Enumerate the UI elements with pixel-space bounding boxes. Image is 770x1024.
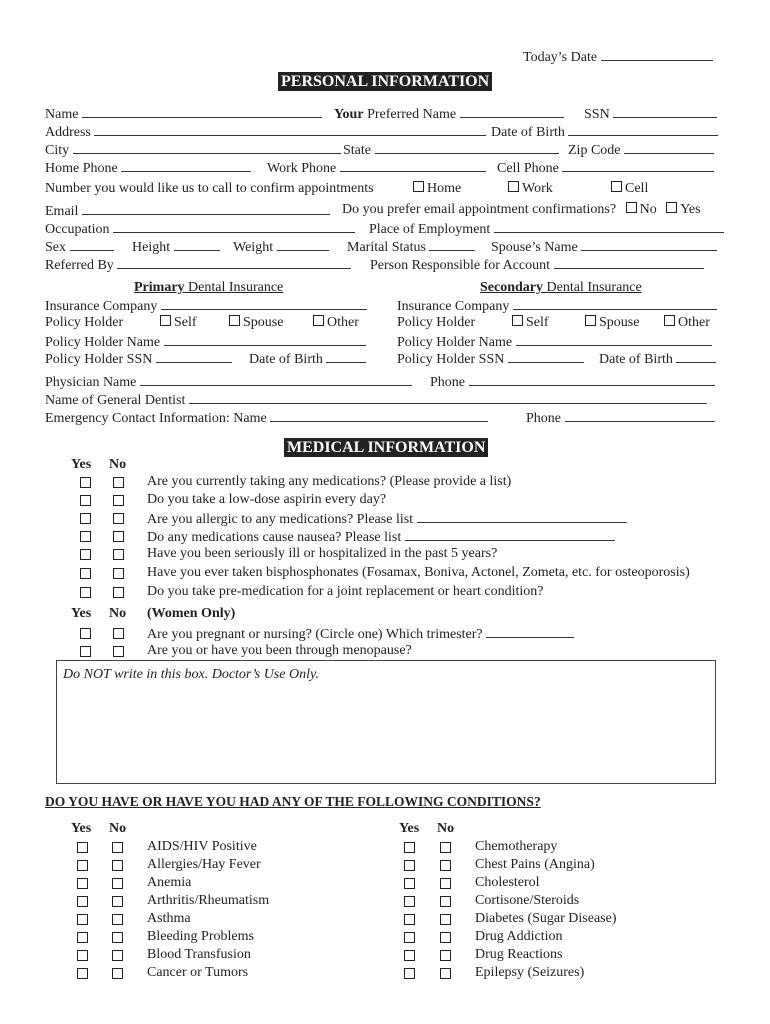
conditions-left-no-header: No bbox=[109, 821, 127, 836]
secondary-insurance-title bbox=[480, 280, 642, 296]
todays-date-field bbox=[523, 48, 713, 66]
condition-right-3-no-checkbox[interactable] bbox=[440, 896, 451, 907]
condition-left-1-no-checkbox[interactable] bbox=[112, 860, 123, 871]
women-no-header: No bbox=[109, 606, 127, 621]
primary-holder-label: Policy Holder bbox=[45, 315, 124, 330]
secondary-holder-ssn-label: Policy Holder SSN bbox=[397, 352, 505, 367]
emergency-field bbox=[45, 409, 488, 427]
home-phone-input[interactable] bbox=[121, 159, 251, 172]
condition-right-7-yes-checkbox[interactable] bbox=[404, 968, 415, 979]
sex-field bbox=[45, 238, 114, 256]
primary-holder-ssn-input[interactable] bbox=[156, 350, 232, 363]
primary-holder-ssn-label: Policy Holder SSN bbox=[45, 352, 153, 367]
primary-spouse-option[interactable] bbox=[229, 315, 283, 331]
email-field bbox=[45, 202, 330, 220]
secondary-holder-name-field bbox=[397, 333, 712, 351]
dob-field bbox=[491, 123, 718, 141]
q1-no-checkbox[interactable] bbox=[113, 477, 124, 488]
condition-label: Cancer or Tumors bbox=[147, 965, 249, 980]
condition-label: Anemia bbox=[147, 875, 192, 890]
q4-no-checkbox[interactable] bbox=[113, 531, 124, 542]
home-phone-label: Home Phone bbox=[45, 161, 118, 176]
condition-right-4-yes-checkbox[interactable] bbox=[404, 914, 415, 925]
condition-label: Bleeding Problems bbox=[147, 929, 254, 944]
condition-left-0-yes-checkbox[interactable] bbox=[77, 842, 88, 853]
secondary-other-label: Other bbox=[678, 315, 710, 330]
secondary-holder-name-input[interactable] bbox=[516, 333, 712, 346]
ssn-field bbox=[584, 105, 717, 123]
secondary-insurance-title-rest: Dental Insurance bbox=[546, 280, 642, 295]
primary-other-label: Other bbox=[327, 315, 359, 330]
preferred-name-input[interactable] bbox=[460, 105, 564, 118]
doctor-use-box bbox=[56, 660, 716, 784]
emergency-name-input[interactable] bbox=[270, 409, 488, 422]
primary-company-input[interactable] bbox=[161, 297, 367, 310]
primary-spouse-checkbox[interactable] bbox=[229, 315, 240, 326]
physician-phone-input[interactable] bbox=[469, 373, 715, 386]
q4-list-input[interactable] bbox=[405, 528, 615, 541]
name-label: Name bbox=[45, 107, 79, 122]
wq2-yes-checkbox[interactable] bbox=[80, 646, 91, 657]
dentist-label: Name of General Dentist bbox=[45, 393, 186, 408]
cell-phone-field bbox=[497, 159, 714, 177]
condition-left-6-yes-checkbox[interactable] bbox=[77, 950, 88, 961]
state-label: State bbox=[343, 143, 371, 158]
height-input[interactable] bbox=[174, 238, 220, 251]
conditions-right-no-header: No bbox=[437, 821, 455, 836]
ssn-input[interactable] bbox=[613, 105, 717, 118]
name-input[interactable] bbox=[82, 105, 322, 118]
secondary-holder-dob-field bbox=[599, 350, 716, 368]
referred-input[interactable] bbox=[117, 256, 351, 269]
condition-left-5-yes-checkbox[interactable] bbox=[77, 932, 88, 943]
q5-yes-checkbox[interactable] bbox=[80, 549, 91, 560]
conditions-heading: DO YOU HAVE OR HAVE YOU HAD ANY OF THE FOLLOWING CONDITIONS? bbox=[45, 794, 541, 809]
secondary-self-label: Self bbox=[526, 315, 549, 330]
primary-insurance-title-rest: Dental Insurance bbox=[188, 280, 284, 295]
dob-input[interactable] bbox=[568, 123, 718, 136]
zip-input[interactable] bbox=[624, 141, 714, 154]
employer-label: Place of Employment bbox=[369, 222, 491, 237]
condition-label: Chemotherapy bbox=[475, 839, 558, 854]
wq1-text: Are you pregnant or nursing? (Circle one) Which trimester? bbox=[147, 627, 483, 642]
marital-field bbox=[347, 238, 475, 256]
condition-right-5-yes-checkbox[interactable] bbox=[404, 932, 415, 943]
spouse-field bbox=[491, 238, 717, 256]
secondary-other-checkbox[interactable] bbox=[664, 315, 675, 326]
condition-left-7-no-checkbox[interactable] bbox=[112, 968, 123, 979]
address-label: Address bbox=[45, 125, 91, 140]
condition-label: Cholesterol bbox=[475, 875, 540, 890]
address-field bbox=[45, 123, 486, 141]
weight-label: Weight bbox=[233, 240, 274, 255]
cell-phone-input[interactable] bbox=[562, 159, 714, 172]
responsible-field bbox=[370, 256, 704, 274]
q3-no-checkbox[interactable] bbox=[113, 513, 124, 524]
condition-left-2-no-checkbox[interactable] bbox=[112, 878, 123, 889]
secondary-spouse-checkbox[interactable] bbox=[585, 315, 596, 326]
q1-text: Are you currently taking any medications? (Please provide a list) bbox=[147, 474, 512, 489]
condition-label: Drug Addiction bbox=[475, 929, 563, 944]
condition-left-2-yes-checkbox[interactable] bbox=[77, 878, 88, 889]
todays-date-label: Today’s Date bbox=[523, 50, 598, 65]
condition-right-6-yes-checkbox[interactable] bbox=[404, 950, 415, 961]
secondary-insurance-bold: Secondary bbox=[480, 280, 543, 295]
secondary-holder-dob-input[interactable] bbox=[676, 350, 716, 363]
secondary-spouse-option[interactable] bbox=[585, 315, 639, 331]
email-pref-field bbox=[342, 202, 701, 218]
q4-text: Do any medications cause nausea? Please list bbox=[147, 530, 402, 545]
preferred-name-field bbox=[334, 105, 564, 123]
state-field bbox=[343, 141, 559, 159]
condition-label: Allergies/Hay Fever bbox=[147, 857, 261, 872]
primary-holder-name-label: Policy Holder Name bbox=[45, 335, 161, 350]
home-checkbox[interactable] bbox=[413, 181, 424, 192]
occupation-input[interactable] bbox=[113, 220, 355, 233]
condition-right-0-no-checkbox[interactable] bbox=[440, 842, 451, 853]
primary-holder-ssn-field bbox=[45, 350, 232, 368]
marital-label: Marital Status bbox=[347, 240, 426, 255]
primary-self-option[interactable] bbox=[160, 315, 197, 331]
home-option-label: Home bbox=[427, 181, 462, 196]
weight-input[interactable] bbox=[277, 238, 329, 251]
q2-yes-checkbox[interactable] bbox=[80, 495, 91, 506]
condition-right-7-no-checkbox[interactable] bbox=[440, 968, 451, 979]
secondary-company-field bbox=[397, 297, 717, 315]
your-label: Your bbox=[334, 107, 364, 122]
cell-checkbox[interactable] bbox=[611, 181, 622, 192]
emergency-phone-input[interactable] bbox=[565, 409, 715, 422]
secondary-holder-dob-label: Date of Birth bbox=[599, 352, 673, 367]
primary-other-option[interactable] bbox=[313, 315, 359, 331]
q7-text: Do you take pre-medication for a joint replacement or heart condition? bbox=[147, 584, 544, 599]
dentist-field bbox=[45, 391, 707, 409]
condition-label: Cortisone/Steroids bbox=[475, 893, 580, 908]
email-pref-yes-checkbox[interactable] bbox=[666, 202, 677, 213]
employer-field bbox=[369, 220, 724, 238]
condition-left-4-no-checkbox[interactable] bbox=[112, 914, 123, 925]
condition-left-3-yes-checkbox[interactable] bbox=[77, 896, 88, 907]
name-field bbox=[45, 105, 322, 123]
primary-holder-name-field bbox=[45, 333, 366, 351]
dentist-input[interactable] bbox=[189, 391, 707, 404]
primary-holder-field bbox=[45, 315, 123, 331]
weight-field bbox=[233, 238, 329, 256]
work-checkbox[interactable] bbox=[508, 181, 519, 192]
q4-yes-checkbox[interactable] bbox=[80, 531, 91, 542]
primary-company-label: Insurance Company bbox=[45, 299, 158, 314]
height-label: Height bbox=[132, 240, 171, 255]
occupation-field bbox=[45, 220, 355, 238]
city-label: City bbox=[45, 143, 70, 158]
email-pref-no-label: No bbox=[639, 202, 657, 217]
condition-left-1-yes-checkbox[interactable] bbox=[77, 860, 88, 871]
city-field bbox=[45, 141, 341, 159]
physician-input[interactable] bbox=[140, 373, 412, 386]
secondary-spouse-label: Spouse bbox=[599, 315, 640, 330]
zip-field bbox=[568, 141, 714, 159]
wq2-text: Are you or have you been through menopause? bbox=[147, 643, 412, 658]
condition-right-1-no-checkbox[interactable] bbox=[440, 860, 451, 871]
confirm-cell-option[interactable] bbox=[611, 181, 648, 197]
referred-field bbox=[45, 256, 351, 274]
emergency-label: Emergency Contact Information: Name bbox=[45, 411, 267, 426]
condition-left-0-no-checkbox[interactable] bbox=[112, 842, 123, 853]
marital-input[interactable] bbox=[429, 238, 475, 251]
secondary-self-checkbox[interactable] bbox=[512, 315, 523, 326]
condition-right-4-no-checkbox[interactable] bbox=[440, 914, 451, 925]
secondary-company-input[interactable] bbox=[513, 297, 717, 310]
primary-holder-dob-input[interactable] bbox=[326, 350, 366, 363]
referred-label: Referred By bbox=[45, 258, 114, 273]
sex-input[interactable] bbox=[70, 238, 114, 251]
q3-text: Are you allergic to any medications? Please list bbox=[147, 512, 414, 527]
work-phone-label: Work Phone bbox=[267, 161, 337, 176]
trimester-input[interactable] bbox=[486, 625, 574, 638]
primary-spouse-label: Spouse bbox=[243, 315, 284, 330]
secondary-other-option[interactable] bbox=[664, 315, 710, 331]
primary-company-field bbox=[45, 297, 367, 315]
q7-no-checkbox[interactable] bbox=[113, 587, 124, 598]
q3-yes-checkbox[interactable] bbox=[80, 513, 91, 524]
wq2-no-checkbox[interactable] bbox=[113, 646, 124, 657]
doctor-box-note: Do NOT write in this box. Doctor’s Use Only. bbox=[63, 667, 319, 682]
physician-phone-label: Phone bbox=[430, 375, 465, 390]
secondary-holder-label: Policy Holder bbox=[397, 315, 476, 330]
condition-left-5-no-checkbox[interactable] bbox=[112, 932, 123, 943]
home-phone-field bbox=[45, 159, 251, 177]
conditions-right-yes-header: Yes bbox=[399, 821, 420, 836]
medical-no-header: No bbox=[109, 457, 127, 472]
todays-date-input[interactable] bbox=[601, 48, 713, 61]
confirm-home-option[interactable] bbox=[413, 181, 461, 197]
physician-field bbox=[45, 373, 412, 391]
email-pref-label: Do you prefer email appointment confirmations? bbox=[342, 202, 617, 217]
condition-label: Chest Pains (Angina) bbox=[475, 857, 595, 872]
q1-yes-checkbox[interactable] bbox=[80, 477, 91, 488]
condition-right-0-yes-checkbox[interactable] bbox=[404, 842, 415, 853]
women-only-label: (Women Only) bbox=[147, 606, 236, 621]
condition-right-1-yes-checkbox[interactable] bbox=[404, 860, 415, 871]
medical-yes-header: Yes bbox=[71, 457, 92, 472]
occupation-label: Occupation bbox=[45, 222, 110, 237]
primary-holder-dob-label: Date of Birth bbox=[249, 352, 323, 367]
q7-yes-checkbox[interactable] bbox=[80, 587, 91, 598]
address-input[interactable] bbox=[94, 123, 486, 136]
conditions-left-yes-header: Yes bbox=[71, 821, 92, 836]
q5-text: Have you been seriously ill or hospitalized in the past 5 years? bbox=[147, 546, 498, 561]
primary-holder-name-input[interactable] bbox=[164, 333, 366, 346]
condition-left-7-yes-checkbox[interactable] bbox=[77, 968, 88, 979]
physician-label: Physician Name bbox=[45, 375, 137, 390]
condition-label: Arthritis/Rheumatism bbox=[147, 893, 270, 908]
employer-input[interactable] bbox=[494, 220, 724, 233]
condition-right-2-no-checkbox[interactable] bbox=[440, 878, 451, 889]
condition-right-6-no-checkbox[interactable] bbox=[440, 950, 451, 961]
wq1-yes-checkbox[interactable] bbox=[80, 628, 91, 639]
primary-other-checkbox[interactable] bbox=[313, 315, 324, 326]
condition-label: Drug Reactions bbox=[475, 947, 563, 962]
condition-left-3-no-checkbox[interactable] bbox=[112, 896, 123, 907]
emergency-phone-label: Phone bbox=[526, 411, 561, 426]
q2-no-checkbox[interactable] bbox=[113, 495, 124, 506]
email-label: Email bbox=[45, 204, 79, 219]
primary-insurance-title bbox=[134, 280, 283, 296]
responsible-label: Person Responsible for Account bbox=[370, 258, 551, 273]
secondary-holder-ssn-input[interactable] bbox=[508, 350, 584, 363]
q4-field bbox=[147, 528, 615, 546]
email-pref-yes-label: Yes bbox=[680, 202, 701, 217]
q6-yes-checkbox[interactable] bbox=[80, 568, 91, 579]
secondary-holder-name-label: Policy Holder Name bbox=[397, 335, 513, 350]
condition-label: Asthma bbox=[147, 911, 191, 926]
confirm-work-option[interactable] bbox=[508, 181, 553, 197]
secondary-holder-field bbox=[397, 315, 475, 331]
q2-text: Do you take a low-dose aspirin every day? bbox=[147, 492, 387, 507]
sex-label: Sex bbox=[45, 240, 66, 255]
work-phone-field bbox=[267, 159, 486, 177]
condition-label: Blood Transfusion bbox=[147, 947, 251, 962]
wq1-field bbox=[147, 625, 574, 643]
zip-label: Zip Code bbox=[568, 143, 621, 158]
spouse-label: Spouse’s Name bbox=[491, 240, 578, 255]
medical-information-heading: MEDICAL INFORMATION bbox=[284, 438, 488, 457]
cell-option-label: Cell bbox=[625, 181, 649, 196]
primary-holder-dob-field bbox=[249, 350, 366, 368]
state-input[interactable] bbox=[375, 141, 559, 154]
primary-insurance-bold: Primary bbox=[134, 280, 185, 295]
q3-field bbox=[147, 510, 627, 528]
condition-left-4-yes-checkbox[interactable] bbox=[77, 914, 88, 925]
women-yes-header: Yes bbox=[71, 606, 92, 621]
responsible-input[interactable] bbox=[554, 256, 704, 269]
preferred-name-label: Preferred Name bbox=[367, 107, 457, 122]
primary-self-label: Self bbox=[174, 315, 197, 330]
work-option-label: Work bbox=[522, 181, 553, 196]
condition-label: Epilepsy (Seizures) bbox=[475, 965, 585, 980]
work-phone-input[interactable] bbox=[340, 159, 486, 172]
condition-right-2-yes-checkbox[interactable] bbox=[404, 878, 415, 889]
condition-right-3-yes-checkbox[interactable] bbox=[404, 896, 415, 907]
q5-no-checkbox[interactable] bbox=[113, 549, 124, 560]
personal-information-heading: PERSONAL INFORMATION bbox=[278, 72, 492, 91]
ssn-label: SSN bbox=[584, 107, 610, 122]
condition-label: Diabetes (Sugar Disease) bbox=[475, 911, 617, 926]
secondary-self-option[interactable] bbox=[512, 315, 549, 331]
q3-list-input[interactable] bbox=[417, 510, 627, 523]
email-input[interactable] bbox=[82, 202, 330, 215]
wq1-no-checkbox[interactable] bbox=[113, 628, 124, 639]
confirm-call-label: Number you would like us to call to confirm appointments bbox=[45, 181, 374, 196]
physician-phone-field bbox=[430, 373, 715, 391]
spouse-input[interactable] bbox=[581, 238, 717, 251]
city-input[interactable] bbox=[73, 141, 341, 154]
email-pref-no-checkbox[interactable] bbox=[626, 202, 637, 213]
secondary-holder-ssn-field bbox=[397, 350, 584, 368]
condition-left-6-no-checkbox[interactable] bbox=[112, 950, 123, 961]
condition-right-5-no-checkbox[interactable] bbox=[440, 932, 451, 943]
height-field bbox=[132, 238, 220, 256]
q6-text: Have you ever taken bisphosphonates (Fosamax, Boniva, Actonel, Zometa, etc. for osteoporosis) bbox=[147, 565, 690, 580]
primary-self-checkbox[interactable] bbox=[160, 315, 171, 326]
emergency-phone-field bbox=[526, 409, 715, 427]
cell-phone-label: Cell Phone bbox=[497, 161, 559, 176]
secondary-company-label: Insurance Company bbox=[397, 299, 510, 314]
q6-no-checkbox[interactable] bbox=[113, 568, 124, 579]
dob-label: Date of Birth bbox=[491, 125, 565, 140]
condition-label: AIDS/HIV Positive bbox=[147, 839, 257, 854]
